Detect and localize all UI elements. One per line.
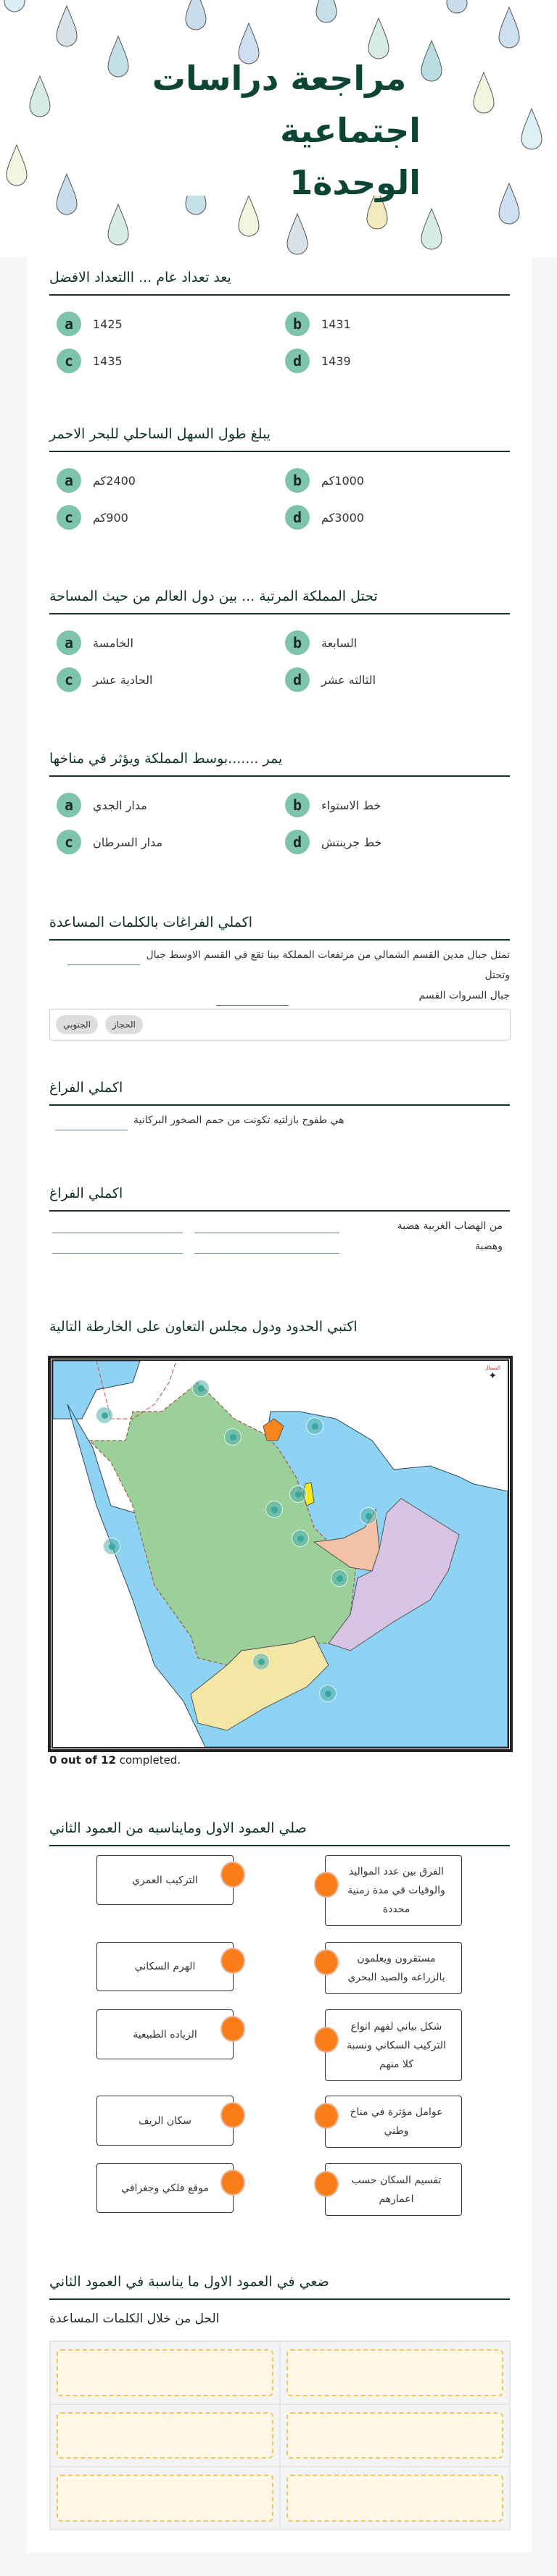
- drop-zone[interactable]: [57, 2349, 273, 2396]
- match-right-text: عوامل مؤثرة في مناخ وطني: [350, 2106, 443, 2137]
- answer-option-a[interactable]: [57, 312, 123, 336]
- divider: [49, 939, 510, 941]
- question-title: يعد تعداد عام ... االتعداد الافضل: [49, 270, 231, 285]
- option-letter-badge: b: [285, 468, 310, 493]
- question-title: اكملي الفراغات بالكلمات المساعدة: [49, 914, 252, 930]
- match-left-item[interactable]: [96, 2009, 234, 2059]
- option-text: 2400كم: [93, 473, 136, 488]
- connector-dot[interactable]: [314, 2103, 339, 2129]
- option-letter-badge: b: [285, 793, 310, 817]
- option-text: مدار الجدي: [93, 798, 147, 812]
- sentence-text: تمثل جبال مدين القسم الشمالي من مرتفعات المملكة بينا تقع في القسم الاوسط جبال: [146, 949, 510, 961]
- header-banner: [0, 0, 557, 257]
- connector-dot[interactable]: [220, 2102, 245, 2128]
- option-text: خط الاستواء: [321, 798, 381, 812]
- answer-option-c[interactable]: [57, 505, 128, 530]
- map-question: [49, 1319, 510, 1341]
- sentence-text: من الهضاب الغربية هضبة: [397, 1220, 503, 1232]
- option-text: مدار السرطان: [93, 835, 163, 849]
- north-label: الشمال: [484, 1365, 500, 1371]
- answer-option-b[interactable]: [285, 630, 357, 655]
- option-text: الحادية عشر: [93, 672, 153, 687]
- sentence-text: جبال السروات القسم: [418, 990, 510, 1001]
- answer-option-b[interactable]: [285, 312, 351, 336]
- blank-input[interactable]: [52, 1220, 183, 1233]
- connector-dot[interactable]: [314, 1949, 339, 1975]
- title-line-1: مراجعة دراسات: [152, 59, 407, 98]
- match-right-item[interactable]: [325, 2009, 462, 2081]
- map-hotspot[interactable]: [192, 1380, 210, 1397]
- drop-zone[interactable]: [57, 2475, 273, 2522]
- option-text: 1000كم: [321, 473, 364, 488]
- answer-option-d[interactable]: [285, 349, 351, 373]
- map-hotspot[interactable]: [319, 1685, 337, 1702]
- answer-option-d[interactable]: [285, 505, 364, 530]
- map-hotspot[interactable]: [265, 1501, 283, 1518]
- match-left-text: الهرم السكاني: [134, 1961, 196, 1972]
- word-chip[interactable]: الحجاز: [105, 1015, 143, 1034]
- option-letter-badge: a: [57, 793, 81, 817]
- map-hotspot[interactable]: [96, 1406, 113, 1424]
- match-left-item[interactable]: [96, 1855, 234, 1905]
- connector-dot[interactable]: [314, 2171, 339, 2197]
- match-left-text: موقع فلكي وجغرافي: [121, 2182, 209, 2194]
- sort-question: [49, 2274, 510, 2326]
- match-left-item[interactable]: [96, 2096, 234, 2146]
- option-text: 900كم: [93, 510, 128, 525]
- option-letter-badge: d: [285, 349, 310, 373]
- option-letter-badge: a: [57, 630, 81, 655]
- map-hotspot[interactable]: [292, 1530, 309, 1547]
- match-left-text: الزياده الطبيعية: [133, 2028, 197, 2041]
- map-hotspot[interactable]: [331, 1570, 348, 1587]
- match-left-text: التركيب العمري: [132, 1874, 198, 1886]
- divider: [49, 775, 510, 777]
- drop-zone[interactable]: [286, 2349, 503, 2396]
- question-title: ضعي في العمود الاول ما يناسبة في العمود الثاني: [49, 2274, 329, 2290]
- divider: [49, 1104, 510, 1106]
- option-letter-badge: b: [285, 312, 310, 336]
- match-left-item[interactable]: [96, 1942, 234, 1991]
- map-drawing: [53, 1361, 508, 1747]
- sentence-text: وهضبة: [474, 1241, 503, 1252]
- question-title: اكملي الفراغ: [49, 1080, 123, 1096]
- map-hotspot[interactable]: [306, 1417, 323, 1435]
- answer-option-a[interactable]: [57, 793, 147, 817]
- blank-input[interactable]: [52, 1241, 183, 1254]
- option-text: الخامسة: [93, 635, 133, 650]
- fill-question-2: [49, 1080, 510, 1130]
- answer-option-c[interactable]: [57, 830, 162, 854]
- answer-option-d[interactable]: [285, 667, 376, 692]
- title-line-2: اجتماعية الوحدة1: [280, 111, 421, 202]
- option-text: الثالثه عشر: [321, 672, 376, 687]
- option-text: 3000كم: [321, 510, 364, 525]
- question-title: يبلغ طول السهل الساحلي للبحر الاحمر: [49, 426, 271, 442]
- answer-option-a[interactable]: [57, 468, 136, 493]
- blank-input[interactable]: [55, 1117, 128, 1130]
- option-letter-badge: d: [285, 667, 310, 692]
- option-text: السابعة: [321, 635, 358, 650]
- map-hotspot[interactable]: [360, 1507, 377, 1525]
- blank-input[interactable]: [216, 993, 289, 1006]
- progress-suffix: completed.: [115, 1754, 181, 1767]
- match-right-text: مستقرون ويعلمون بالزراعه والصيد البحري: [347, 1953, 445, 1983]
- question-title: تحتل المملكة المرتبة ... بين دول العالم من حيث المساحة: [49, 588, 378, 604]
- answer-option-d[interactable]: [285, 830, 381, 854]
- drop-zone[interactable]: [286, 2475, 503, 2522]
- divider: [49, 451, 510, 452]
- match-right-item[interactable]: [325, 1855, 462, 1926]
- divider: [49, 1210, 510, 1212]
- connector-dot[interactable]: [220, 2169, 245, 2196]
- connector-dot[interactable]: [314, 2027, 339, 2053]
- match-right-item[interactable]: [325, 2163, 462, 2216]
- compass-icon: ✦: [488, 1370, 498, 1382]
- connector-dot[interactable]: [220, 1862, 245, 1888]
- divider: [49, 613, 510, 614]
- match-left-item[interactable]: [96, 2163, 234, 2213]
- answer-option-c[interactable]: [57, 349, 123, 373]
- progress-count: 0 out of 12: [49, 1754, 116, 1767]
- option-letter-badge: b: [285, 630, 310, 655]
- option-text: 1435: [93, 354, 123, 368]
- word-chip[interactable]: الجنوبي: [56, 1015, 98, 1034]
- mcq-question: [49, 270, 510, 296]
- mcq-question: [49, 588, 510, 614]
- match-right-text: تقسيم السكان حسب اعمارهم: [351, 2174, 442, 2205]
- page-title: [138, 59, 421, 202]
- option-text: 1425: [93, 317, 123, 331]
- question-title: اكملي الفراغ: [49, 1185, 123, 1201]
- answer-option-b[interactable]: [285, 793, 381, 817]
- option-letter-badge: c: [57, 830, 81, 854]
- drop-zone[interactable]: [286, 2412, 503, 2459]
- mcq-question: [49, 751, 510, 777]
- blank-input[interactable]: [194, 1241, 339, 1254]
- question-subtitle: الحل من خلال الكلمات المساعدة: [49, 2312, 220, 2326]
- answer-option-a[interactable]: [57, 630, 133, 655]
- map-hotspot[interactable]: [224, 1428, 242, 1446]
- fill-question-3: [49, 1185, 510, 1267]
- match-right-text: شكل بياني لفهم انواع التركيب السكاني ونسبة كلا منهم: [347, 2020, 446, 2070]
- mcq-question: [49, 426, 510, 452]
- divider: [49, 294, 510, 296]
- sentence-text: هي طفوح بازلتيه تكونت من حمم الصخور البركانية: [133, 1114, 344, 1126]
- option-letter-badge: c: [57, 667, 81, 692]
- answer-option-c[interactable]: [57, 667, 152, 692]
- match-left-text: سكان الريف: [139, 2114, 191, 2127]
- blank-input[interactable]: [67, 952, 140, 965]
- connector-dot[interactable]: [220, 2016, 245, 2042]
- drop-zone[interactable]: [57, 2412, 273, 2459]
- fill-question-1: [49, 914, 510, 1006]
- option-letter-badge: a: [57, 312, 81, 336]
- question-title: صلي العمود الاول ومايناسبه من العمود الثاني: [49, 1820, 307, 1836]
- option-letter-badge: c: [57, 349, 81, 373]
- blank-input[interactable]: [194, 1220, 339, 1233]
- match-right-text: الفرق بين عدد المواليد والوفيات في مدة زمنية محددة: [347, 1866, 445, 1915]
- match-right-item[interactable]: [325, 2096, 462, 2148]
- option-text: خط جرينتش: [321, 835, 382, 849]
- connector-dot[interactable]: [314, 1872, 339, 1898]
- answer-option-b[interactable]: [285, 468, 364, 493]
- map-hotspot[interactable]: [289, 1485, 307, 1503]
- connector-dot[interactable]: [220, 1948, 245, 1974]
- match-question: [49, 1820, 510, 1846]
- option-letter-badge: a: [57, 468, 81, 493]
- gcc-map: [49, 1357, 511, 1751]
- map-hotspot[interactable]: [103, 1538, 120, 1555]
- sentence-text: وتحتل: [484, 970, 510, 981]
- option-text: 1439: [321, 354, 351, 368]
- option-letter-badge: d: [285, 505, 310, 530]
- progress-text: [49, 1754, 181, 1767]
- option-text: 1431: [321, 317, 351, 331]
- match-right-item[interactable]: [325, 1942, 462, 1994]
- drop-zone-grid: [49, 2341, 511, 2530]
- word-bank: [49, 1009, 511, 1041]
- option-letter-badge: c: [57, 505, 81, 530]
- divider: [49, 2298, 510, 2300]
- map-hotspot[interactable]: [252, 1653, 270, 1670]
- option-letter-badge: d: [285, 830, 310, 854]
- question-title: يمر .......بوسط المملكة ويؤثر في مناخها: [49, 751, 283, 767]
- question-title: اكتبي الحدود ودول مجلس التعاون على الخارطة التالية: [49, 1319, 358, 1335]
- divider: [49, 1845, 510, 1846]
